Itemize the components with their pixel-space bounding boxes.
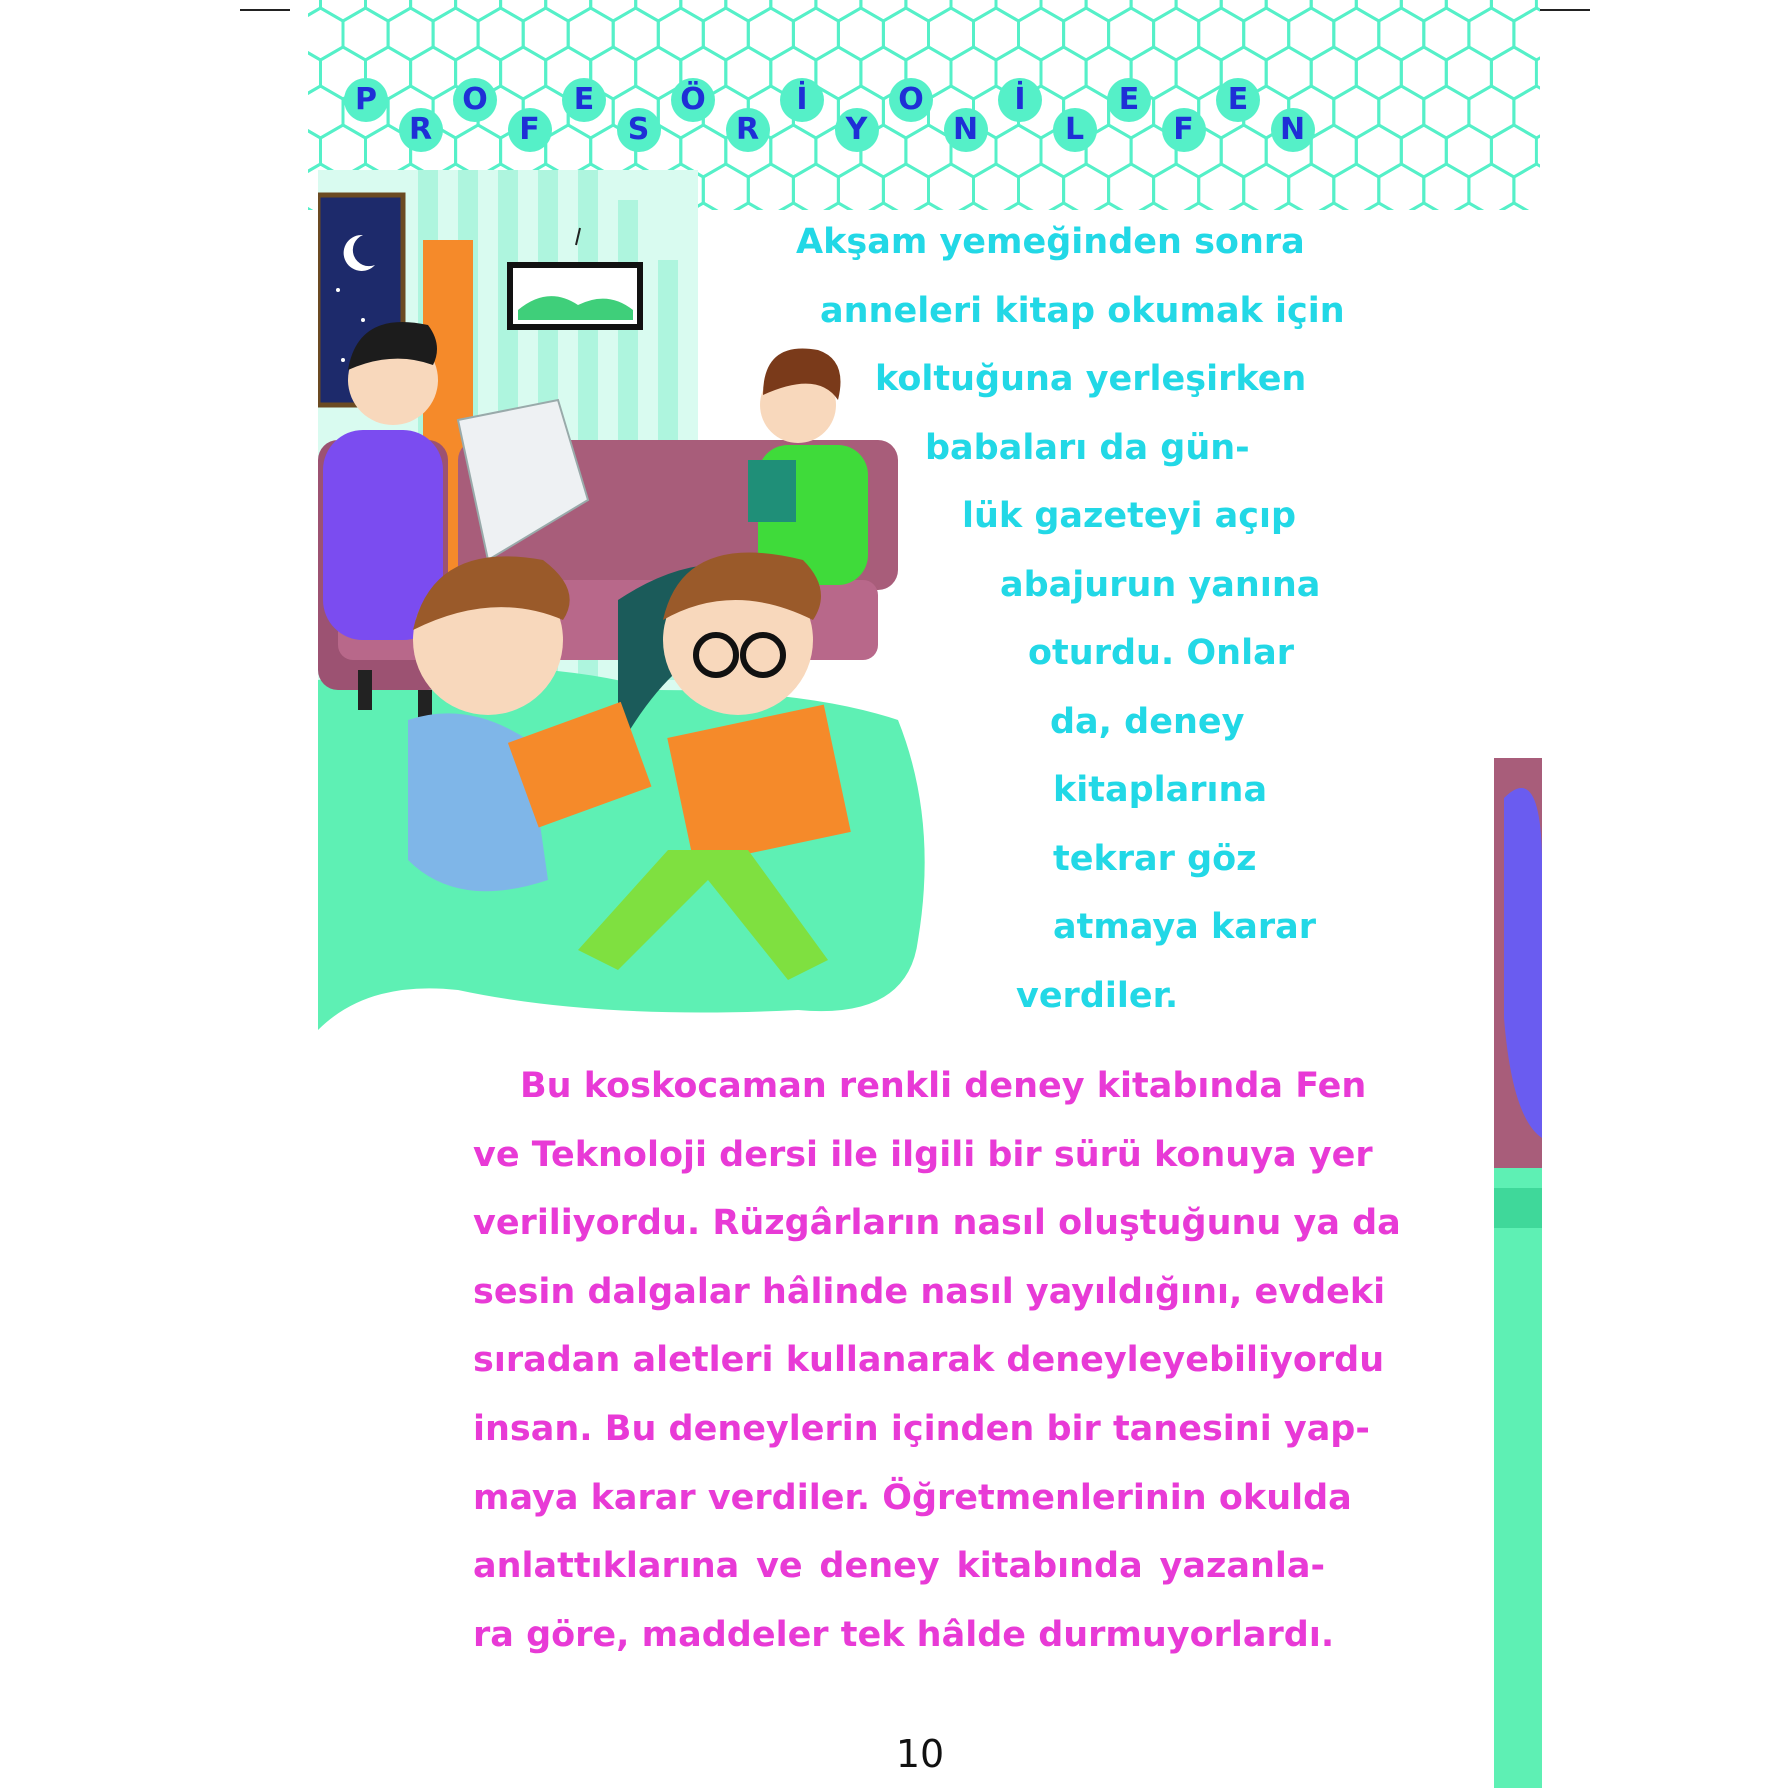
hexagon <box>1446 203 1491 210</box>
intro-line: koltuğuna yerleşirken <box>875 359 1307 399</box>
hexagon <box>1424 164 1469 210</box>
title-letter: L <box>1053 108 1097 152</box>
intro-line: da, deney <box>1050 702 1245 742</box>
title-letter: Y <box>835 108 879 152</box>
hexagon <box>1199 164 1244 210</box>
title-letter: E <box>1107 78 1151 122</box>
hexagon <box>308 86 343 138</box>
hexagon <box>1221 203 1266 210</box>
green-book <box>748 460 796 522</box>
hexagon <box>1491 203 1536 210</box>
intro-line: tekrar göz <box>1053 839 1257 879</box>
intro-line: Akşam yemeğinden sonra <box>796 222 1305 262</box>
title-letter: Ö <box>671 78 715 122</box>
hexagon <box>1379 164 1424 210</box>
hexagon <box>1289 164 1334 210</box>
body-line: insan. Bu deneylerin içinden bir tanesini yap- <box>473 1408 1370 1449</box>
trim-mark-left <box>240 9 290 11</box>
title-letter: F <box>508 108 552 152</box>
title-letter: N <box>944 108 988 152</box>
hexagon <box>1041 203 1086 210</box>
body-line: veriliyordu. Rüzgârların nasıl oluştuğunu ya da <box>473 1203 1401 1244</box>
title-letter: R <box>399 108 443 152</box>
page-number: 10 <box>895 1732 945 1776</box>
hexagon <box>1311 203 1356 210</box>
hexagon <box>1086 203 1131 210</box>
title-letter: E <box>562 78 606 122</box>
hexagon <box>1064 164 1109 210</box>
title-letter: N <box>1271 108 1315 152</box>
body-line: sesin dalgalar hâlinde nasıl yayıldığını, evdeki <box>473 1271 1386 1312</box>
story-paragraph <box>473 1052 1401 1669</box>
body-line: maya karar verdiler. Öğretmenlerinin okulda <box>473 1477 1352 1518</box>
body-line: anlattıklarına ve deney kitabında yazanla- <box>473 1546 1325 1587</box>
title-letter: P <box>344 78 388 122</box>
body-line: Bu koskocaman renkli deney kitabında Fen <box>520 1066 1367 1106</box>
body-line: ra göre, maddeler tek hâlde durmuyorlardı. <box>473 1614 1335 1655</box>
body-line: sıradan aletleri kullanarak deneyleyebiliyordu <box>473 1340 1385 1381</box>
hexagon <box>1514 86 1540 138</box>
hexagon <box>1469 164 1514 210</box>
body-line: ve Teknoloji dersi ile ilgili bir sürü konuya yer <box>473 1134 1373 1175</box>
intro-line: oturdu. Onlar <box>1028 633 1294 673</box>
trim-mark-right <box>1540 9 1590 11</box>
hexagon <box>1154 164 1199 210</box>
title-letter: F <box>1162 108 1206 152</box>
title-letter: O <box>889 78 933 122</box>
intro-line: verdiler. <box>1016 976 1179 1016</box>
title-letter: O <box>453 78 497 122</box>
next-page-edge <box>1494 758 1542 1788</box>
hexagon <box>1176 203 1221 210</box>
hexagon <box>1334 164 1379 210</box>
title-letter: İ <box>998 78 1042 122</box>
hexagon <box>1356 203 1401 210</box>
intro-line: kitaplarına <box>1053 770 1268 810</box>
title-letter: S <box>617 108 661 152</box>
hexagon <box>1514 164 1540 210</box>
intro-line: anneleri kitap okumak için <box>820 291 1345 331</box>
hexagon <box>1401 203 1446 210</box>
title-letter: İ <box>780 78 824 122</box>
hexagon <box>1109 164 1154 210</box>
title-letter: R <box>726 108 770 152</box>
hexagon <box>308 8 343 60</box>
title-letter: E <box>1216 78 1260 122</box>
intro-line: abajurun yanına <box>1000 565 1321 605</box>
hexagon <box>1244 164 1289 210</box>
intro-line: babaları da gün- <box>925 428 1250 468</box>
hexagon <box>1019 164 1064 210</box>
hexagon <box>1131 203 1176 210</box>
hexagon <box>1514 8 1540 60</box>
intro-line: atmaya karar <box>1053 907 1317 947</box>
intro-line: lük gazeteyi açıp <box>962 496 1297 536</box>
hexagon <box>1266 203 1311 210</box>
